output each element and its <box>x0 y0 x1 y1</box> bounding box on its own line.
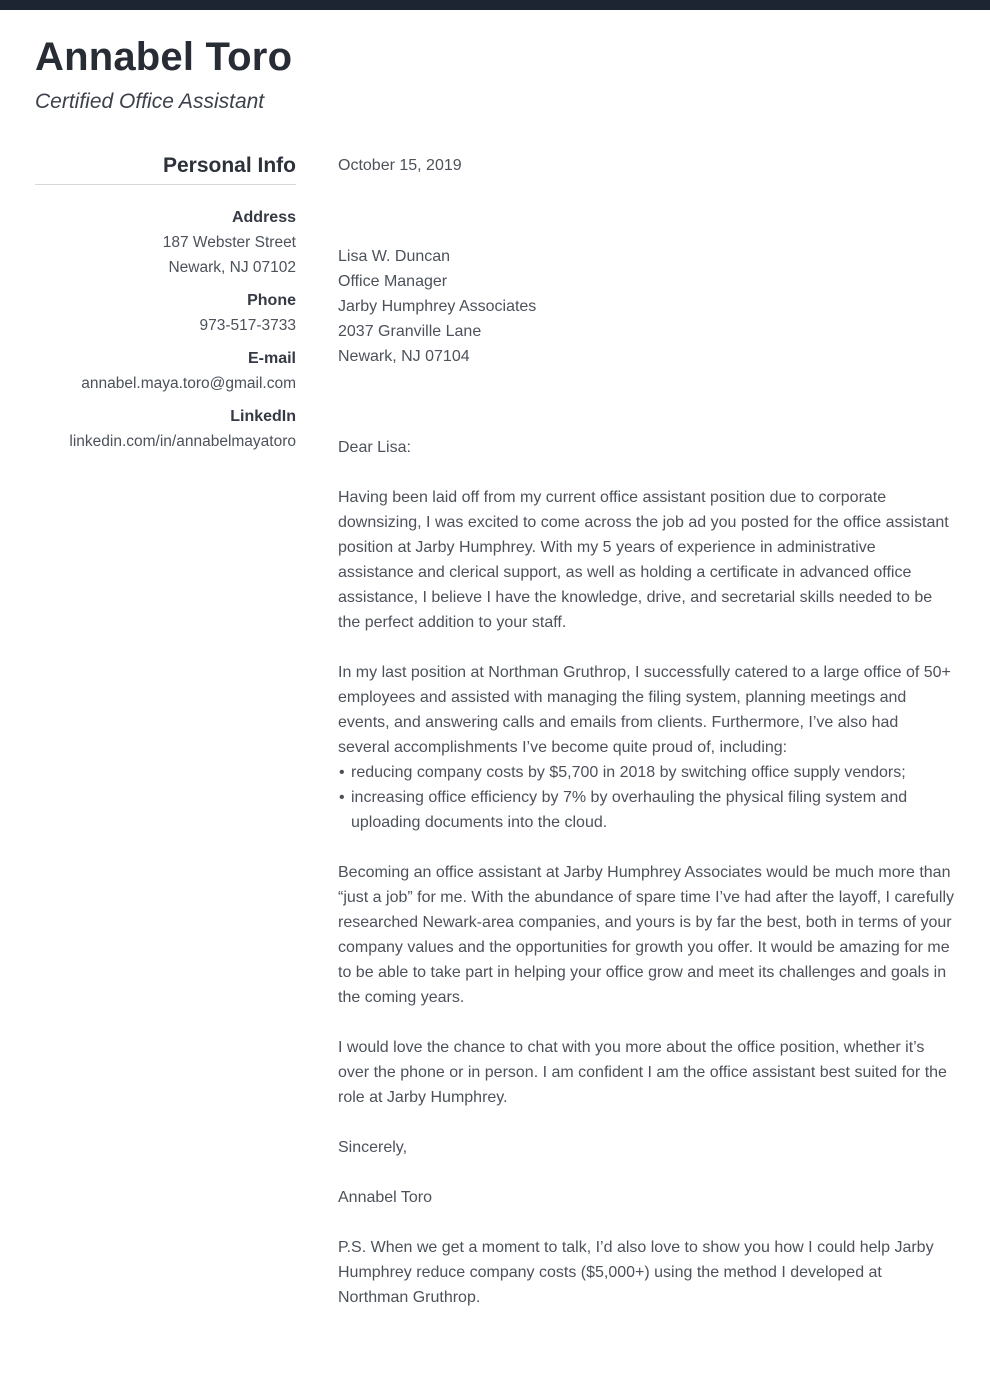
personal-info-sidebar <box>35 153 296 1335</box>
sidebar-heading: Personal Info <box>35 153 296 185</box>
accomplishment-item: • increasing office efficiency by 7% by overhauling the physical filing system and uploading documents into the cloud. <box>338 785 954 835</box>
recipient-city: Newark, NJ 07104 <box>338 348 470 365</box>
signature-name: Annabel Toro <box>338 1189 432 1206</box>
address-label: Address <box>231 209 296 226</box>
info-group-linkedin <box>35 404 296 454</box>
paragraph-intro: Having been laid off from my current office assistant position due to corporate downsizing, I was excited to come across the job ad you posted for the office assistant position at Jarby Humphrey. With my 5 years of experience in administrative assistance and clerical support, as well as holding a certificate in advanced office assistance, I believe I have the knowledge, drive, and secretarial skills needed to be the perfect addition to your staff. <box>338 489 949 631</box>
info-group-address <box>35 205 296 280</box>
linkedin-label: LinkedIn <box>230 408 296 425</box>
document-header <box>0 10 990 115</box>
recipient-block <box>338 244 954 369</box>
address-line: Newark, NJ 07102 <box>168 259 296 276</box>
paragraph-experience: In my last position at Northman Gruthrop, I successfully catered to a large office of 50+ employees and assisted with managing the filing system, planning meetings and events, and answering calls and emails from clients. Furthermore, I’ve also had several accomplishments I’ve become quite proud of, including: <box>338 664 951 756</box>
recipient-street: 2037 Granville Lane <box>338 323 482 340</box>
email-value: annabel.maya.toro@gmail.com <box>81 375 296 392</box>
letter-date: October 15, 2019 <box>338 157 462 174</box>
salutation: Dear Lisa: <box>338 439 411 456</box>
closing: Sincerely, <box>338 1139 408 1156</box>
content-columns <box>0 153 990 1335</box>
phone-label: Phone <box>247 292 296 309</box>
linkedin-value: linkedin.com/in/annabelmayatoro <box>69 433 296 450</box>
accomplishment-item: • reducing company costs by $5,700 in 2018 by switching office supply vendors; <box>338 760 954 785</box>
recipient-name: Lisa W. Duncan <box>338 248 451 265</box>
accomplishments-list <box>338 760 954 835</box>
candidate-name: Annabel Toro <box>35 35 293 79</box>
top-accent-bar <box>0 0 990 10</box>
postscript: P.S. When we get a moment to talk, I’d also love to show you how I could help Jarby Humphrey reduce company costs ($5,000+) using the method I developed at Northman Gruthrop. <box>338 1239 934 1306</box>
letter-body <box>338 153 954 1335</box>
paragraph-call-to-action: I would love the chance to chat with you more about the office position, whether it’s over the phone or in person. I am confident I am the office assistant best suited for the role at Jarby Humphrey. <box>338 1039 947 1106</box>
address-line: 187 Webster Street <box>162 234 296 251</box>
recipient-company: Jarby Humphrey Associates <box>338 298 537 315</box>
paragraph-motivation: Becoming an office assistant at Jarby Humphrey Associates would be much more than “just a job” for me. With the abundance of spare time I’ve had after the layoff, I carefully researched Newark-area companies, and yours is by far the best, both in terms of your company values and the opportunities for growth you offer. It would be amazing for me to be able to take part in helping your office grow and meet its challenges and goals in the coming years. <box>338 864 955 1006</box>
email-label: E-mail <box>247 350 296 367</box>
info-group-email <box>35 346 296 396</box>
phone-value: 973-517-3733 <box>199 317 296 334</box>
recipient-title: Office Manager <box>338 273 448 290</box>
candidate-job-title: Certified Office Assistant <box>35 90 265 113</box>
info-group-phone <box>35 288 296 338</box>
